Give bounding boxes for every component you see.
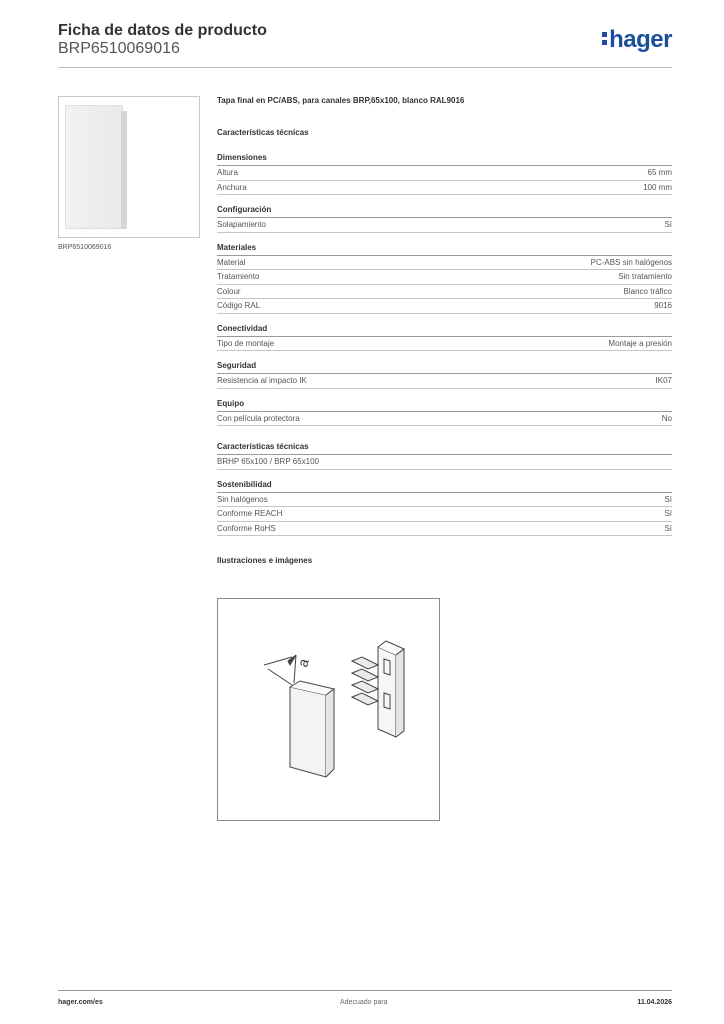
spec-group	[217, 480, 672, 537]
logo-colon-icon	[602, 32, 608, 46]
section-heading: Dimensiones	[217, 153, 672, 166]
spec-row	[217, 166, 672, 181]
spec-label: Conforme REACH	[217, 509, 283, 518]
spec-value: Sí	[664, 523, 672, 533]
section-heading: Materiales	[217, 243, 672, 256]
spec-value: Sí	[664, 220, 672, 229]
thumbnail-caption: BRP6510069016	[58, 244, 112, 251]
spec-value: 9016	[654, 301, 672, 310]
spec-row	[217, 299, 672, 314]
spec-label: Tratamiento	[217, 272, 260, 281]
section-heading: Seguridad	[217, 361, 672, 374]
spec-label: Resistencia al impacto IK	[217, 376, 307, 385]
spec-label: BRHP 65x100 / BRP 65x100	[217, 457, 319, 466]
spec-value: Sí	[664, 509, 672, 518]
spec-group	[217, 361, 672, 389]
spec-row	[217, 270, 672, 285]
tech-characteristics-heading: Características técnicas	[217, 128, 309, 137]
spec-row	[217, 256, 672, 271]
spec-value: PC-ABS sin halógenos	[590, 257, 672, 267]
spec-row	[217, 455, 672, 470]
spec-row	[217, 522, 672, 537]
spec-label: Código RAL	[217, 301, 261, 310]
spec-value: No	[661, 413, 672, 423]
spec-label: Altura	[217, 168, 238, 177]
spec-label: Con película protectora	[217, 413, 300, 423]
section-heading: Características técnicas	[217, 442, 672, 455]
section-heading: Sostenibilidad	[217, 480, 672, 493]
spec-row	[217, 412, 672, 427]
brand-name: hager	[609, 26, 672, 53]
spec-value: 65 mm	[647, 168, 672, 177]
spec-content	[217, 96, 672, 565]
spec-group	[217, 205, 672, 233]
document-footer	[58, 990, 672, 1010]
section-heading: Conectividad	[217, 324, 672, 337]
spec-row	[217, 493, 672, 508]
spec-sections-secondary	[217, 442, 672, 536]
spec-row	[217, 218, 672, 233]
end-cap-image	[65, 105, 123, 229]
spec-label: Material	[217, 257, 246, 267]
section-heading: Equipo	[217, 399, 672, 412]
spec-group	[217, 324, 672, 352]
hager-logo	[602, 26, 672, 54]
spec-row	[217, 507, 672, 522]
spec-sections	[217, 153, 672, 426]
footer-date: 11.04.2026	[637, 999, 672, 1006]
website-link[interactable]: hager.com/es	[58, 999, 103, 1006]
spec-label: Anchura	[217, 182, 247, 192]
spec-value: Sin tratamiento	[618, 272, 672, 281]
spec-value: IK07	[655, 376, 672, 385]
spec-value: 100 mm	[643, 182, 672, 192]
spec-row	[217, 181, 672, 196]
spec-group	[217, 399, 672, 427]
end-cap-drawing	[218, 599, 439, 820]
dimension-label: a	[294, 656, 312, 669]
spec-value: Sí	[664, 494, 672, 504]
spec-value: Blanco tráfico	[623, 286, 672, 296]
spec-label: Solapamiento	[217, 220, 266, 229]
spec-group	[217, 243, 672, 314]
spec-group	[217, 442, 672, 470]
spec-row	[217, 374, 672, 389]
spec-group	[217, 153, 672, 195]
spec-row	[217, 285, 672, 300]
spec-label: Sin halógenos	[217, 494, 268, 504]
section-heading: Configuración	[217, 205, 672, 218]
page-title: Ficha de datos de producto	[58, 22, 267, 39]
spec-label: Colour	[217, 286, 241, 296]
document-header	[58, 20, 672, 68]
illustrations-heading: Ilustraciones e imágenes	[217, 556, 313, 565]
product-code: BRP6510069016	[58, 40, 180, 57]
footer-suitable-for: Adecuado para	[340, 999, 388, 1006]
spec-label: Conforme RoHS	[217, 523, 276, 533]
spec-label: Tipo de montaje	[217, 338, 275, 348]
product-description: Tapa final en PC/ABS, para canales BRP,65x100, blanco RAL9016	[217, 96, 465, 105]
spec-row	[217, 337, 672, 352]
product-thumbnail	[58, 96, 200, 238]
illustration-frame	[217, 598, 440, 821]
spec-value: Montaje a presión	[608, 338, 672, 348]
